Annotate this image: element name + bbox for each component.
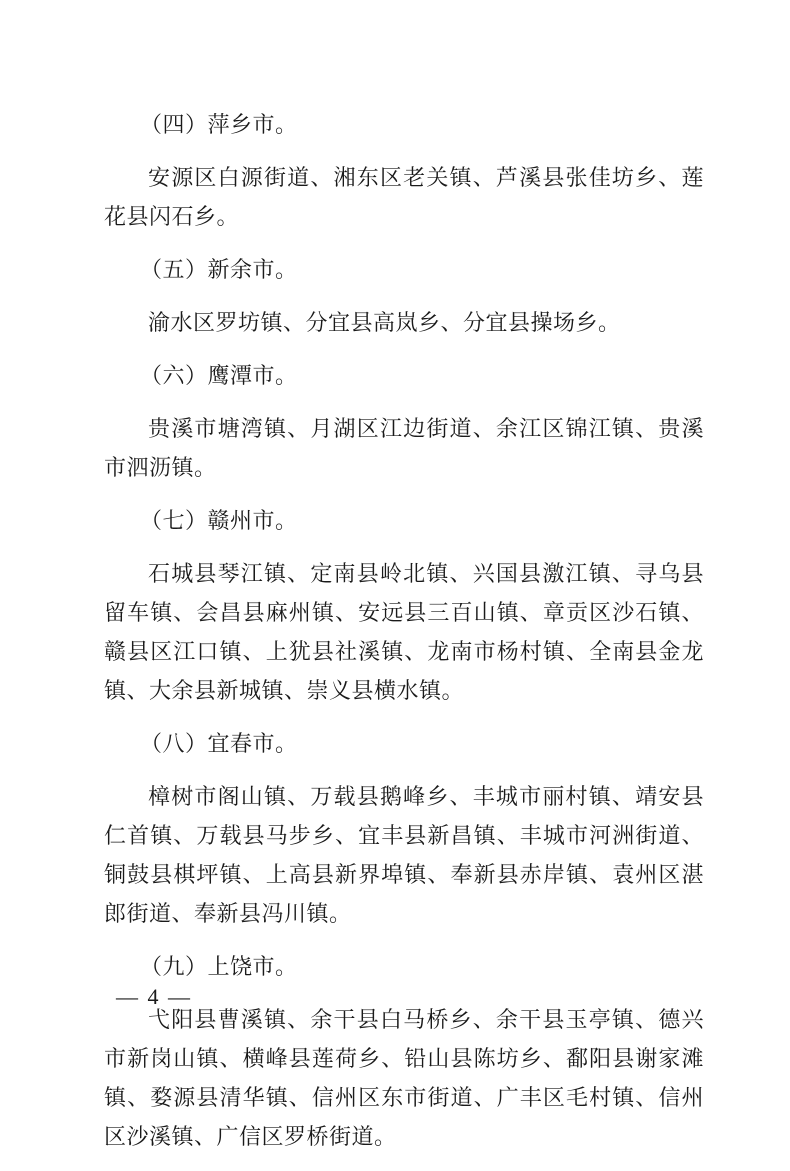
page-number: — 4 — xyxy=(116,984,192,1009)
section-heading-yingtan: （六）鹰潭市。 xyxy=(140,364,298,389)
document-body xyxy=(104,106,704,1171)
section-text-yichun: 樟树市阁山镇、万载县鹅峰乡、丰城市丽村镇、靖安县仁首镇、万载县马步乡、宜丰县新昌镇、丰城市河洲街道、铜鼓县棋坪镇、上高县新界埠镇、奉新县赤岸镇、袁州区湛郎街道、奉新县冯川镇。 xyxy=(104,785,704,927)
section-text-ganzhou: 石城县琴江镇、定南县岭北镇、兴国县激江镇、寻乌县留车镇、会昌县麻州镇、安远县三百山镇、章贡区沙石镇、赣县区江口镇、上犹县社溪镇、龙南市杨村镇、全南县金龙镇、大余县新城镇、崇义县横水镇。 xyxy=(104,562,704,704)
section-text-yingtan: 贵溪市塘湾镇、月湖区江边街道、余江区锦江镇、贵溪市泗沥镇。 xyxy=(104,417,704,481)
section-heading-shangrao: （九）上饶市。 xyxy=(140,955,298,980)
section-text-shangrao: 弋阳县曹溪镇、余干县白马桥乡、余干县玉亭镇、德兴市新岗山镇、横峰县莲荷乡、铅山县陈坊乡、鄱阳县谢家滩镇、婺源县清华镇、信州区东市街道、广丰区毛村镇、信州区沙溪镇、广信区罗桥街道。 xyxy=(104,1008,704,1150)
section-heading-yichun: （八）宜春市。 xyxy=(140,732,298,757)
section-heading-pingxiang: （四）萍乡市。 xyxy=(140,113,298,138)
section-text-xinyu: 渝水区罗坊镇、分宜县高岚乡、分宜县操场乡。 xyxy=(148,311,621,336)
section-text-pingxiang: 安源区白源街道、湘东区老关镇、芦溪县张佳坊乡、莲花县闪石乡。 xyxy=(104,166,704,230)
section-heading-xinyu: （五）新余市。 xyxy=(140,258,298,283)
section-heading-ganzhou: （七）赣州市。 xyxy=(140,509,298,534)
